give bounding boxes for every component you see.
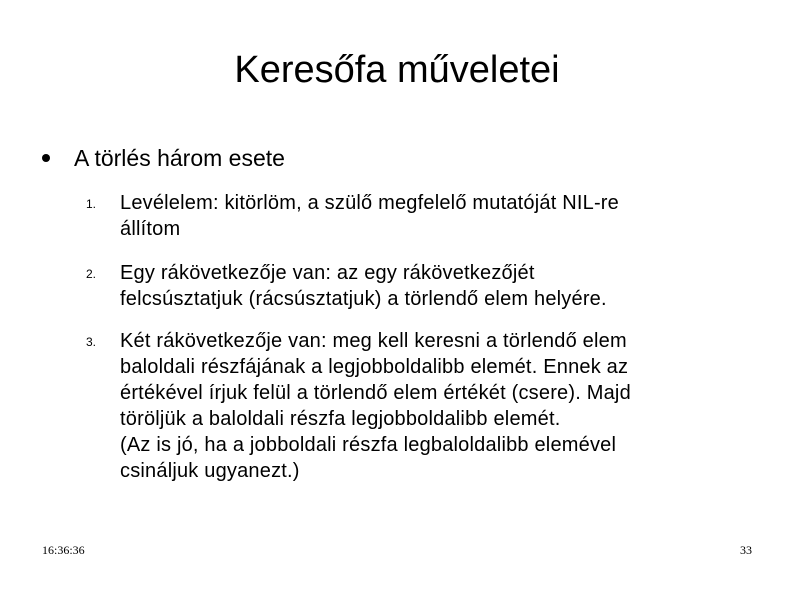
- item-text: [120, 190, 740, 242]
- bullet-dot-icon: [42, 154, 50, 162]
- item-line: Két rákövetkezője van: meg kell keresni a törlendő elem: [120, 330, 627, 352]
- item-text: [120, 328, 740, 484]
- item-number: 2.: [86, 267, 97, 281]
- item-text: [120, 260, 740, 312]
- bullet-text: A törlés három esete: [74, 145, 285, 171]
- footer-time: 16:36:36: [42, 543, 85, 557]
- item-line: Egy rákövetkezője van: az egy rákövetkezőjét: [120, 262, 535, 284]
- item-number: 3.: [86, 335, 97, 349]
- slide-title: Keresőfa műveletei: [234, 49, 560, 91]
- page-number: 33: [740, 543, 752, 557]
- item-line: Levélelem: kitörlöm, a szülő megfelelő mutatóját NIL-re: [120, 192, 619, 214]
- item-line: csináljuk ugyanezt.): [120, 460, 300, 482]
- item-line: értékével írjuk felül a törlendő elem értékét (csere). Majd: [120, 382, 631, 404]
- item-line: töröljük a baloldali részfa legjobboldalibb elemét.: [120, 408, 561, 430]
- item-line: (Az is jó, ha a jobboldali részfa legbaloldalibb elemével: [120, 434, 617, 456]
- item-line: állítom: [120, 218, 181, 240]
- item-number: 1.: [86, 197, 97, 211]
- item-line: felcsúsztatjuk (rácsúsztatjuk) a törlendő elem helyére.: [120, 288, 607, 310]
- bullet-item: [42, 142, 742, 176]
- item-line: baloldali részfájának a legjobboldalibb elemét. Ennek az: [120, 356, 629, 378]
